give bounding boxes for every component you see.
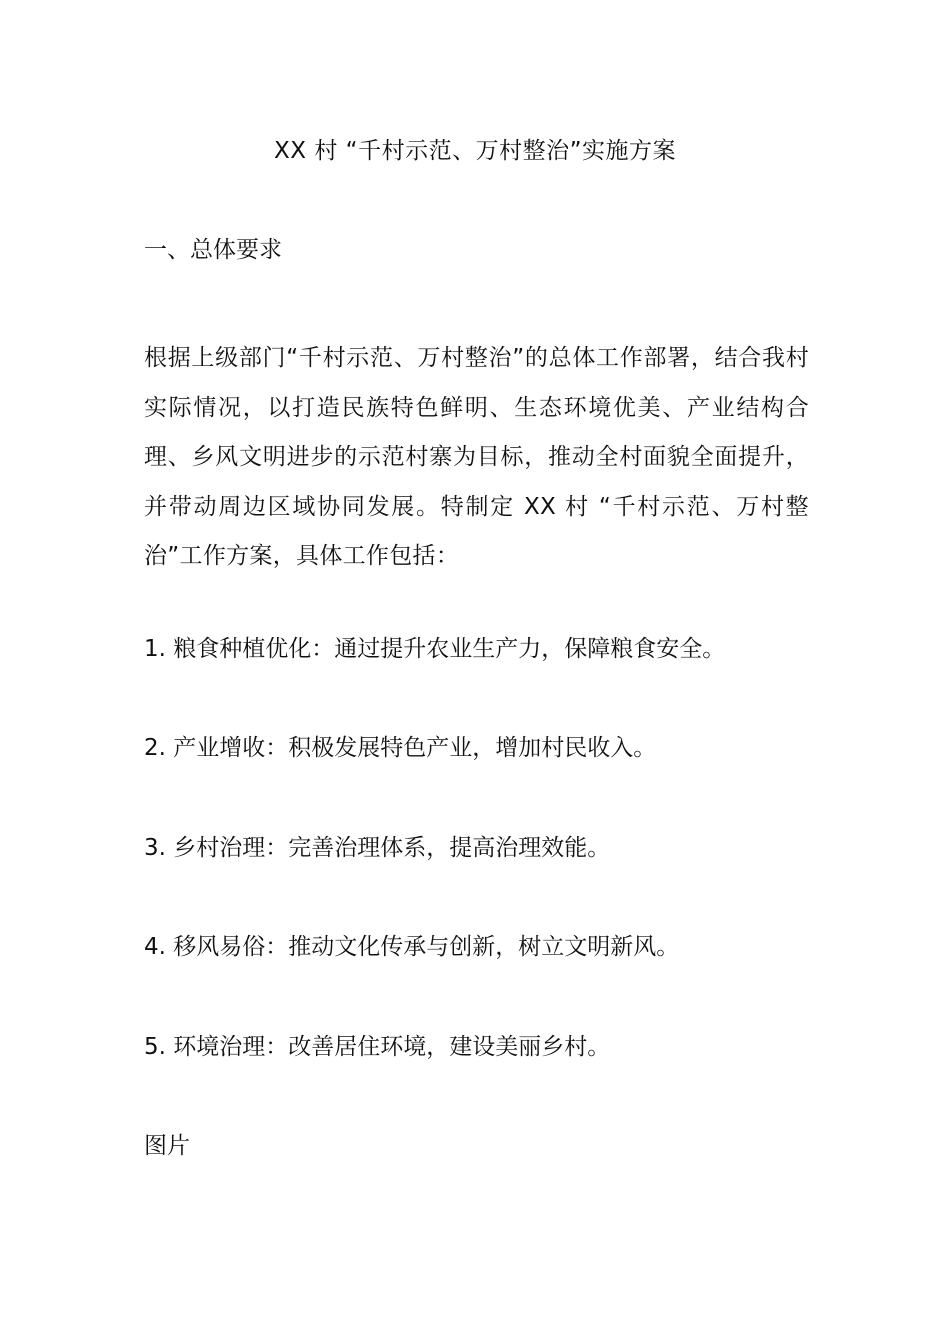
list-item: 2. 产业增收：积极发展特色产业，增加村民收入。 (144, 735, 657, 761)
list-item: 3. 乡村治理：完善治理体系，提高治理效能。 (144, 835, 611, 861)
document-title: XX 村 “千村示范、万村整治”实施方案 (274, 138, 676, 164)
list-item: 1. 粮食种植优化：通过提升农业生产力，保障粮食安全。 (144, 636, 726, 662)
list-item: 4. 移风易俗：推动文化传承与创新，树立文明新风。 (144, 934, 680, 960)
body-paragraph: 根据上级部门“千村示范、万村整治”的总体工作部署，结合我村实际情况，以打造民族特色鲜明、生态环境优美、产业结构合理、乡风文明进步的示范村寨为目标，推动全村面貌全面提升，并带动周边区域协同发展。特制定 XX 村 “千村示范、万村整治”工作方案，具体工作包括： (144, 345, 809, 570)
list-item: 5. 环境治理：改善居住环境，建设美丽乡村。 (144, 1034, 611, 1060)
section-heading: 一、总体要求 (144, 237, 282, 263)
image-label: 图片 (144, 1133, 190, 1159)
